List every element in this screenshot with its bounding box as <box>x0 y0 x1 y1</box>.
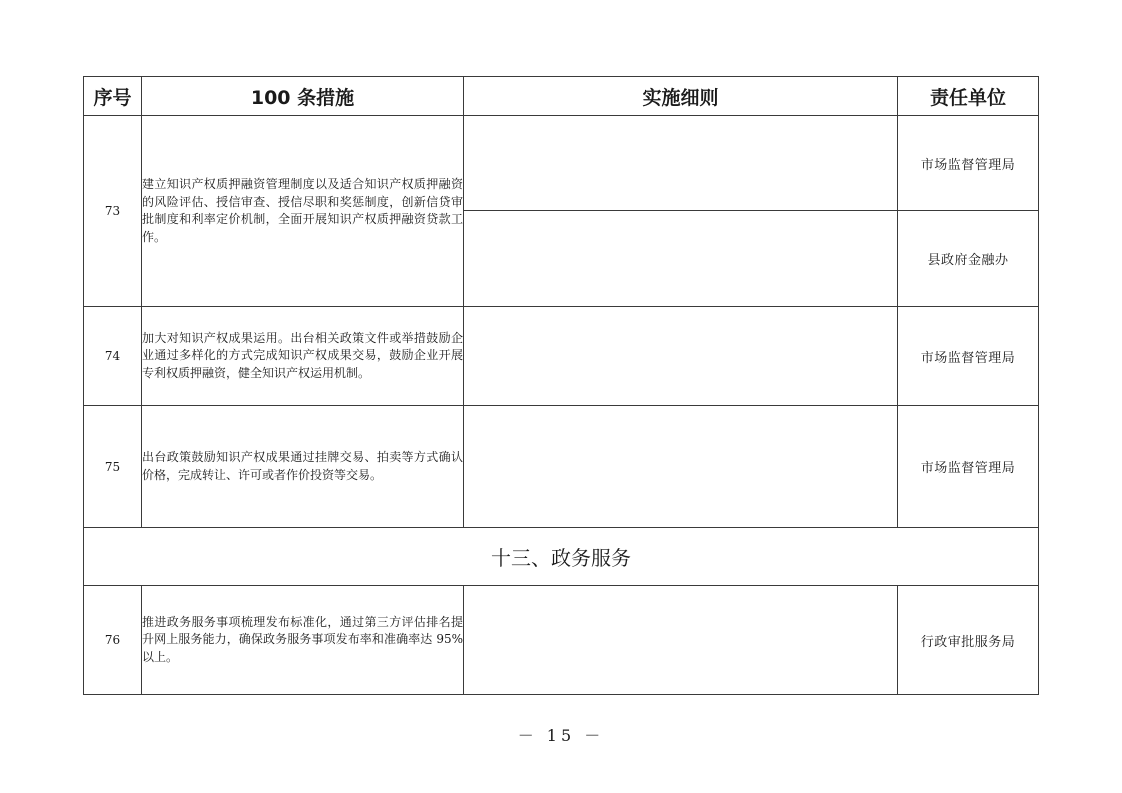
header-unit: 责任单位 <box>898 77 1039 116</box>
row-unit: 市场监督管理局 <box>898 406 1039 528</box>
table-row <box>84 406 1039 528</box>
table-row <box>84 586 1039 695</box>
row-measure: 加大对知识产权成果运用。出台相关政策文件或举措鼓励企业通过多样化的方式完成知识产权成果交易，鼓励企业开展专利权质押融资，健全知识产权运用机制。 <box>142 307 464 406</box>
table-header-row <box>84 77 1039 116</box>
row-seq: 76 <box>84 586 142 695</box>
header-seq: 序号 <box>84 77 142 116</box>
row-details <box>464 586 898 695</box>
measures-table <box>83 76 1039 695</box>
section-row <box>84 528 1039 586</box>
row-details <box>464 307 898 406</box>
section-title: 十三、政务服务 <box>84 528 1039 586</box>
table-row <box>84 307 1039 406</box>
table-row <box>84 116 1039 211</box>
row-measure: 推进政务服务事项梳理发布标准化，通过第三方评估排名提升网上服务能力，确保政务服务事项发布率和准确率达 95%以上。 <box>142 586 464 695</box>
page-number: － 15 － <box>517 726 605 745</box>
row-seq: 73 <box>84 116 142 307</box>
row-unit: 市场监督管理局 <box>898 307 1039 406</box>
row-unit: 市场监督管理局 <box>898 116 1039 211</box>
row-seq: 74 <box>84 307 142 406</box>
row-unit: 行政审批服务局 <box>898 586 1039 695</box>
header-measures: 100 条措施 <box>142 77 464 116</box>
header-details: 实施细则 <box>464 77 898 116</box>
row-details <box>464 211 898 307</box>
row-details <box>464 406 898 528</box>
row-measure: 建立知识产权质押融资管理制度以及适合知识产权质押融资的风险评估、授信审查、授信尽职和奖惩制度，创新信贷审批制度和利率定价机制，全面开展知识产权质押融资贷款工作。 <box>142 116 464 307</box>
row-measure: 出台政策鼓励知识产权成果通过挂牌交易、拍卖等方式确认价格，完成转让、许可或者作价投资等交易。 <box>142 406 464 528</box>
row-seq: 75 <box>84 406 142 528</box>
row-details <box>464 116 898 211</box>
row-unit: 县政府金融办 <box>898 211 1039 307</box>
